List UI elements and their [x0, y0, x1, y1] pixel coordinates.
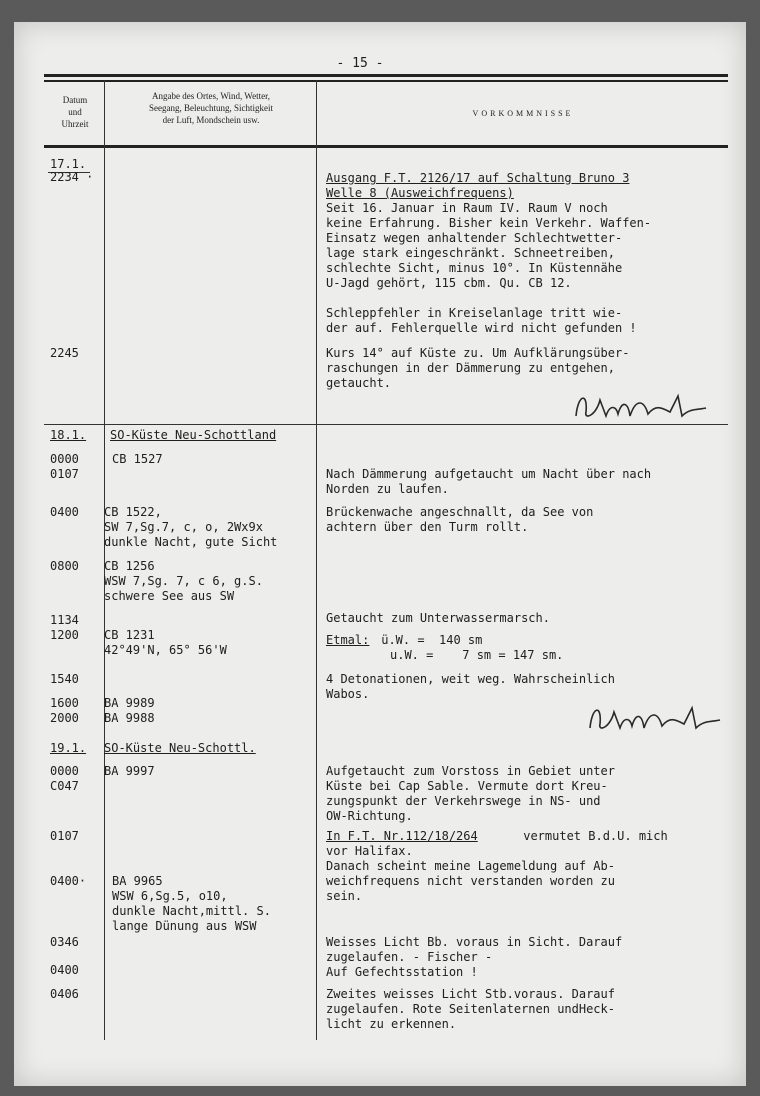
time-1134: 1134 [50, 613, 79, 627]
header-datum: Datum und Uhrzeit [61, 95, 89, 129]
time-1540: 1540 [50, 672, 79, 686]
position-cb1231: CB 1231 42°49'N, 65° 56'W [104, 628, 227, 657]
date-19-1: 19.1. [50, 741, 87, 755]
time-0107-a: 0107 [50, 467, 79, 481]
entry-zweites-licht: Zweites weisses Licht Stb.voraus. Darauf zugelaufen. Rote Seitenlaternen undHeck- licht zu erkennen. [326, 987, 615, 1031]
page-number: - 15 - [336, 56, 384, 71]
header-vorkommnisse: VORKOMMNISSE [472, 109, 574, 118]
entry-bdu: vermutet B.d.U. mich [516, 829, 668, 843]
time-2245: 2245 [50, 346, 79, 360]
entry-aufgetaucht-vorstoss: Aufgetaucht zum Vorstoss in Gebiet unter Küste bei Cap Sable. Vermute dort Kreu- zungspunkt der Verkehrswege in NS- und OW-Richtung. [326, 764, 615, 823]
time-0000-c047: 0000 C047 [50, 764, 79, 793]
position-cb1522: CB 1522, SW 7,Sg.7, c, o, 2Wx9x dunkle Nacht, gute Sicht [104, 505, 278, 549]
time-1200: 1200 [50, 628, 79, 642]
entry-weisses-licht: Weisses Licht Bb. voraus in Sicht. Darauf zugelaufen. - Fischer - Auf Gefechtsstation ! [326, 935, 623, 979]
etmal-label: Etmal: [326, 633, 370, 647]
header-rule-top [44, 74, 728, 77]
time-0400-b: 0400· [50, 874, 87, 888]
date-17-1: 17.1. [50, 157, 87, 171]
time-0000-a: 0000 [50, 452, 79, 466]
entry-halifax: vor Halifax. Danach scheint meine Lagemeldung auf Ab- weichfrequens nicht verstanden worden zu sein. [326, 844, 615, 903]
position-cb1256: CB 1256 WSW 7,Sg. 7, c 6, g.S. schwere See aus SW [104, 559, 263, 603]
entry-raum: Seit 16. Januar in Raum IV. Raum V noch keine Erfahrung. Bisher kein Verkehr. Waffen- Einsatz wegen anhaltender Schlechtwetter- lage stark eingeschränkt. Schneetreiben, schlechte Sicht, minus 10°. In Küstennähe U-Jagd gehört, 115 cbm. Qu. CB 12. [326, 201, 652, 290]
date-18-1: 18.1. [50, 428, 87, 442]
time-1600-2000: 1600 2000 [50, 696, 79, 725]
position-cb1527: CB 1527 [112, 452, 163, 466]
time-0406: 0406 [50, 987, 79, 1001]
entry-ausgang: Ausgang F.T. 2126/17 auf Schaltung Bruno 3 Welle 8 (Ausweichfrequens) [326, 171, 630, 200]
location-so-kueste-2: SO-Küste Neu-Schottl. [104, 741, 256, 755]
header-rule-bottom [44, 145, 728, 148]
position-ba9997: BA 9997 [104, 764, 155, 778]
header-rule-second [44, 80, 728, 82]
entry-daemmerung: Nach Dämmerung aufgetaucht um Nacht über nach Norden zu laufen. [326, 467, 652, 496]
time-0400-a: 0400 [50, 505, 79, 519]
time-0107-b: 0107 [50, 829, 79, 843]
entry-kurs: Kurs 14° auf Küste zu. Um Aufklärungsüber- raschungen in der Dämmerung zu entgehen, getaucht. [326, 346, 630, 390]
signature-2 [580, 698, 730, 738]
separator-18-1 [44, 424, 728, 425]
etmal-ueber: ü.W. = 140 sm [374, 633, 483, 647]
entry-brueckenwache: Brückenwache angeschnallt, da See von achtern über den Turm rollt. [326, 505, 594, 534]
location-so-kueste-1: SO-Küste Neu-Schottland [110, 428, 277, 442]
entry-ft-number: In F.T. Nr.112/18/264 [326, 829, 478, 843]
position-ba9965: BA 9965 WSW 6,Sg.5, o10, dunkle Nacht,mittl. S. lange Dünung aus WSW [112, 874, 271, 933]
header-angabe: Angabe des Ortes, Wind, Wetter, Seegang, Beleuchtung, Sichtigkeit der Luft, Mondschein usw. [149, 91, 273, 125]
column-divider-2 [316, 80, 317, 1040]
entry-detonationen: 4 Detonationen, weit weg. Wahrscheinlich Wabos. [326, 672, 615, 701]
signature-1 [566, 386, 716, 426]
position-ba9989: BA 9989 BA 9988 [104, 696, 155, 725]
entry-schleppfehler: Schleppfehler in Kreiselanlage tritt wie- der auf. Fehlerquelle wird nicht gefunden ! [326, 306, 637, 335]
etmal-unter: u.W. = 7 sm = 147 sm. [390, 648, 564, 662]
time-2234: 2234 · [50, 170, 94, 184]
time-0400-c: 0400 [50, 963, 79, 977]
time-0346: 0346 [50, 935, 79, 949]
entry-getaucht: Getaucht zum Unterwassermarsch. [326, 611, 550, 625]
time-0800: 0800 [50, 559, 79, 573]
